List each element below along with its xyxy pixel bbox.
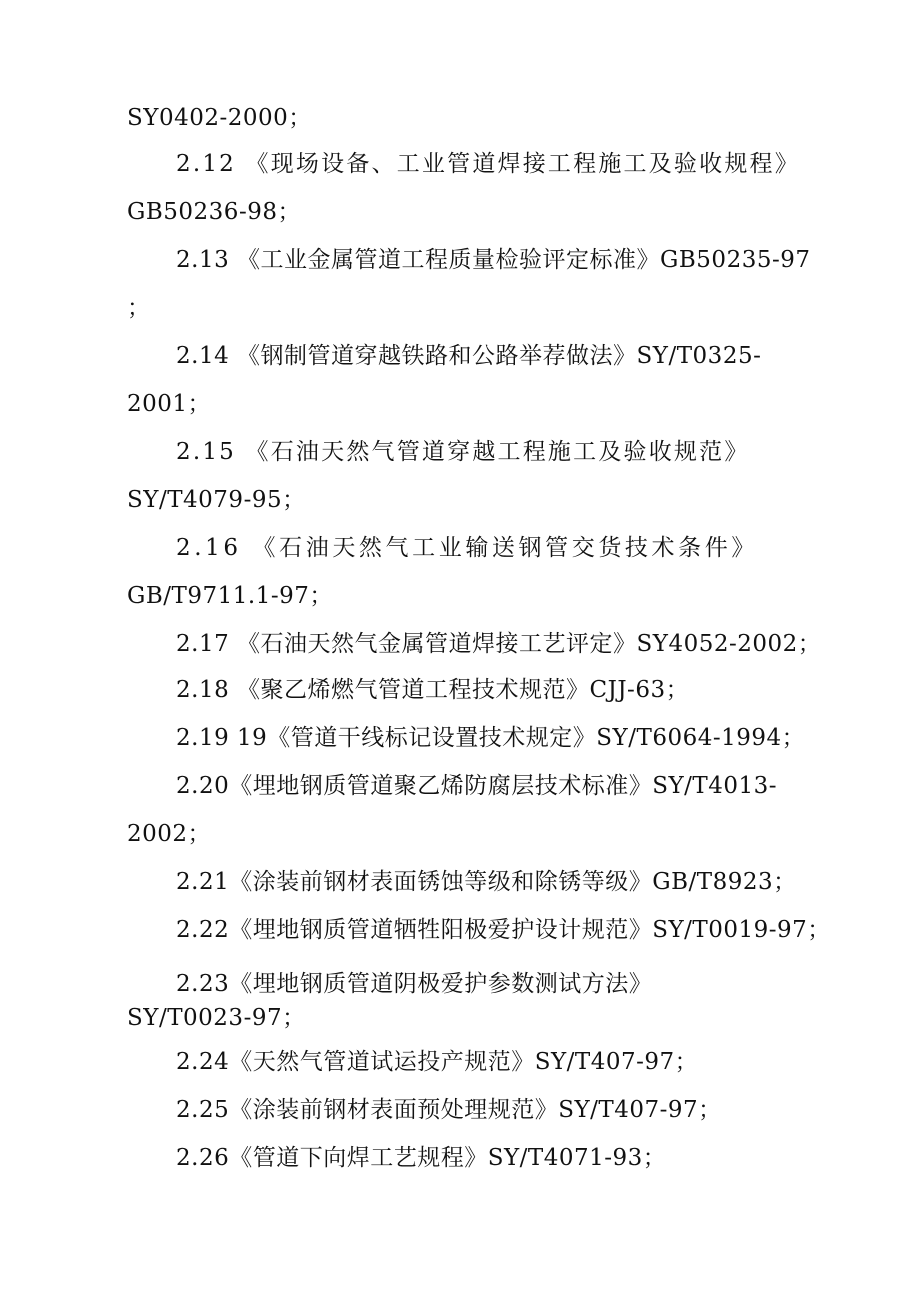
clause-2-20: 2.20《埋地钢质管道聚乙烯防腐层技术标准》SY/T4013- xyxy=(176,773,778,799)
clause-2-16: 2.16 《石油天然气工业输送钢管交货技术条件》 xyxy=(176,535,758,561)
text-line: SY/T0023-97； xyxy=(127,1005,306,1031)
clause-2-24: 2.24《天然气管道试运投产规范》SY/T407-97； xyxy=(176,1049,699,1075)
text-line: 2001； xyxy=(127,391,212,417)
text-line: ； xyxy=(127,295,151,321)
text-line: GB/T9711.1-97； xyxy=(127,583,333,609)
text-line: SY/T4079-95； xyxy=(127,487,306,513)
clause-2-21: 2.21《涂装前钢材表面锈蚀等级和除锈等级》GB/T8923； xyxy=(176,869,797,895)
clause-2-12: 2.12 《现场设备、工业管道焊接工程施工及验收规程》 xyxy=(176,151,800,177)
text-line: GB50236-98； xyxy=(127,199,301,225)
clause-2-19: 2.19 19《管道干线标记设置技术规定》SY/T6064-1994； xyxy=(176,725,806,751)
clause-2-22: 2.22《埋地钢质管道牺牲阳极爱护设计规范》SY/T0019-97； xyxy=(176,917,831,943)
clause-2-15: 2.15 《石油天然气管道穿越工程施工及验收规范》 xyxy=(176,439,750,465)
clause-2-18: 2.18 《聚乙烯燃气管道工程技术规范》CJJ-63； xyxy=(176,677,690,703)
clause-2-13: 2.13 《工业金属管道工程质量检验评定标准》GB50235-97 xyxy=(176,247,811,273)
text-line: 2002； xyxy=(127,821,212,847)
clause-2-17: 2.17 《石油天然气金属管道焊接工艺评定》SY4052-2002； xyxy=(176,631,822,657)
clause-2-25: 2.25《涂装前钢材表面预处理规范》SY/T407-97； xyxy=(176,1097,722,1123)
clause-2-14: 2.14 《钢制管道穿越铁路和公路举荐做法》SY/T0325- xyxy=(176,343,762,369)
clause-2-23: 2.23《埋地钢质管道阴极爱护参数测试方法》 xyxy=(176,971,653,997)
text-line: SY0402-2000； xyxy=(127,105,312,131)
clause-2-26: 2.26《管道下向焊工艺规程》SY/T4071-93； xyxy=(176,1145,667,1171)
